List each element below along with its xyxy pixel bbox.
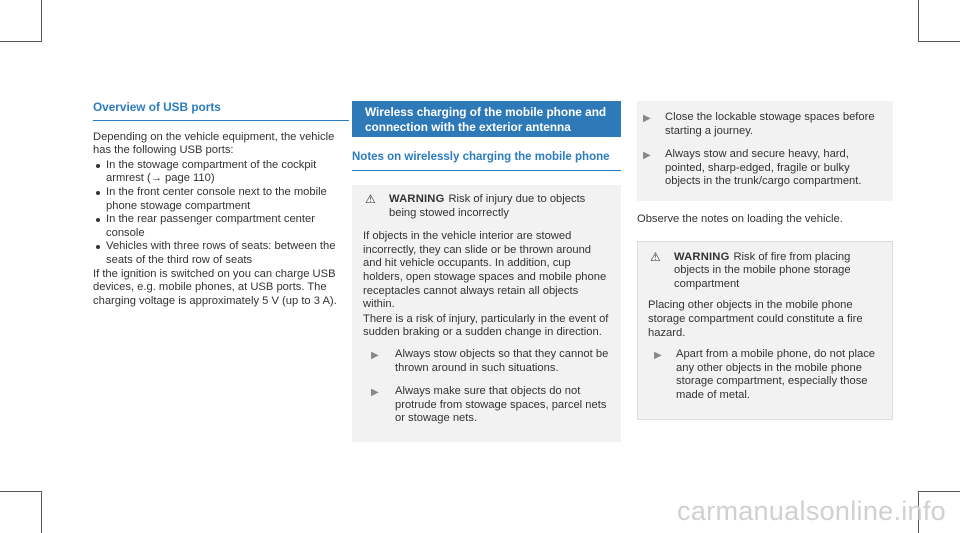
list-item: Vehicles with three rows of seats: between the seats of the third row of seats: [93, 240, 349, 267]
instruction-step: [363, 385, 610, 426]
instruction-step: [648, 348, 882, 402]
usb-ports-column: [93, 101, 349, 309]
step-text: Always stow and secure heavy, hard, pointed, sharp-edged, fragile or bulky objects in the trunk/cargo compartment.: [665, 148, 862, 188]
step-text: Always stow objects so that they cannot be thrown around in such situations.: [395, 347, 609, 374]
list-item: In the rear passenger compartment center console: [93, 213, 349, 240]
warning-label: WARNING: [674, 250, 730, 263]
step-text: Apart from a mobile phone, do not place any other objects in the mobile phone storage compartment, especially those made of metal.: [676, 348, 876, 401]
crop-mark: [41, 0, 42, 42]
step-text: Close the lockable stowage spaces before starting a journey.: [665, 111, 875, 137]
arrow-right-icon: ▶: [643, 113, 651, 124]
list-item: In the front center console next to the mobile phone stowage compartment: [93, 186, 349, 213]
warning-box: [352, 185, 621, 442]
section-banner: Wireless charging of the mobile phone and connection with the exterior antenna: [352, 101, 621, 137]
continuation-column: [637, 101, 893, 420]
instruction-step: [637, 111, 883, 138]
instruction-step: [637, 148, 883, 189]
warning-title: Risk of fire from placing objects in the mobile phone storage compartment: [674, 250, 851, 290]
warning-box: [637, 241, 893, 420]
crop-mark: [918, 491, 960, 492]
arrow-right-icon: ▶: [654, 350, 662, 362]
watermark: carmanualsonline.info: [677, 496, 946, 526]
warning-title: Risk of injury due to objects being stowed incorrectly: [389, 193, 586, 219]
warning-label: WARNING: [389, 193, 445, 205]
usb-closing: If the ignition is switched on you can charge USB devices, e.g. mobile phones, at USB ports. The charging voltage is approximately 5 V (up to 3 A).: [93, 267, 337, 307]
crop-mark: [918, 41, 960, 42]
wireless-subheading: Notes on wirelessly charging the mobile phone: [352, 150, 621, 171]
instruction-step: [363, 348, 610, 375]
crop-mark: [0, 491, 42, 492]
crop-mark: [41, 491, 42, 533]
step-text: Always make sure that objects do not protrude from stowage spaces, parcel nets or stowage nets.: [395, 385, 607, 425]
continued-warning: [637, 101, 893, 201]
observe-note: Observe the notes on loading the vehicle.: [637, 212, 843, 225]
wireless-charging-column: [352, 101, 621, 442]
usb-intro: Depending on the vehicle equipment, the vehicle has the following USB ports:: [93, 130, 335, 157]
arrow-right-icon: ▶: [371, 387, 379, 399]
warning-triangle-icon: ⚠: [650, 249, 661, 264]
crop-mark: [918, 0, 919, 42]
warning-para: If objects in the vehicle interior are stowed incorrectly, they can slide or be thrown around and hit vehicle occupants. In addition, cup holders, open stowage spaces and mobile phone receptacles cannot always retain all objects within.: [363, 230, 607, 311]
arrow-right-icon: ▶: [643, 150, 651, 162]
usb-port-list: [93, 159, 349, 268]
list-item: In the stowage compartment of the cockpit armrest (→ page 110): [93, 159, 349, 186]
arrow-right-icon: ▶: [371, 349, 379, 361]
warning-para: There is a risk of injury, particularly in the event of sudden braking or a sudden change in direction.: [363, 312, 609, 339]
crop-mark: [0, 41, 42, 42]
usb-heading: Overview of USB ports: [93, 101, 349, 121]
warning-para: Placing other objects in the mobile phone storage compartment could constitute a fire hazard.: [648, 299, 863, 339]
warning-triangle-icon: ⚠: [365, 192, 376, 206]
